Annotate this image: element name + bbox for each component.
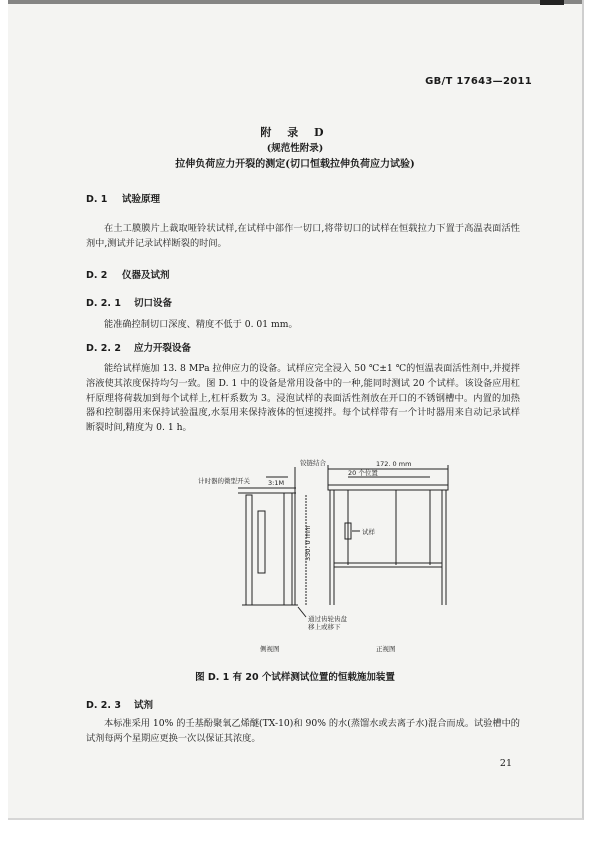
figure-caption: 图 D. 1 有 20 个试样测试位置的恒载施加装置 [195,672,395,683]
section-d1-heading [86,191,160,205]
label-ratio: 3:1M [268,479,285,487]
section-d1-body [86,222,520,252]
section-number: D. 2. 2 [86,343,121,354]
label-pulley-2: 移上或移下 [308,623,341,631]
section-d21-body [86,318,520,333]
document-page [8,0,584,820]
scan-corner-mark [540,0,564,5]
section-number: D. 2 [86,270,108,281]
label-pulley: 通过齿轮齿盘 [308,615,347,623]
section-d2-heading [86,267,170,281]
label-hinge: 铰链结合 [300,459,326,467]
section-d21-heading [86,295,172,309]
paragraph: 能给试样施加 13. 8 MPa 拉伸应力的设备。试样应完全浸入 50 ℃±1 ℃的恒温表面活性剂中,并搅拌溶液使其浓度保持均匀一致。图 D. 1 中的设备是常用设备中的一种,能同时测试 20 个试样。该设备应用杠杆原理将荷载加到每个试样上,杠杆系数为 3。浸泡试样的表面活性剂放在开口的不锈钢槽中。内置的加热器和控制器用来保持试验温度,水泵用来保持液体的恒速搅拌。每个试样带有一个计时器用来自动记录试样断裂时间,精度为 0. 1 h。 [86,363,520,434]
standard-number: GB/T 17643—2011 [425,76,532,87]
section-d22-heading [86,340,191,354]
label-width: 172. 0 mm [376,460,412,468]
section-title: 仪器及试剂 [122,270,170,281]
front-view-beam [328,485,448,490]
paragraph: 本标准采用 10% 的壬基酚聚氧乙烯醚(TX-10)和 90% 的水(蒸馏水或去离子水)混合而成。试验槽中的试剂每两个星期应更换一次以保证其浓度。 [86,718,520,744]
label-specimen: 试样 [362,528,375,536]
scan-top-edge [8,0,582,4]
label-positions: 20 个位置 [348,469,378,477]
section-number: D. 1 [86,194,108,205]
label-height: 330. 0 mm [304,525,312,561]
appendix-subtitle: 拉伸负荷应力开裂的测定(切口恒载拉伸负荷应力试验) [175,159,415,170]
apparatus-diagram [198,455,458,655]
section-number: D. 2. 3 [86,700,121,711]
appendix-normative-label: (规范性附录) [266,143,324,154]
side-view-post [246,495,252,605]
label-front-view: 正视图 [376,645,396,653]
section-d23-heading [86,697,153,711]
label-side-view: 侧视图 [260,645,280,653]
section-title: 应力开裂设备 [134,343,192,354]
paragraph: 能准确控制切口深度、精度不低于 0. 01 mm。 [104,319,298,330]
side-view-weight [258,511,265,573]
paragraph: 在土工膜膜片上裁取哑铃状试样,在试样中部作一切口,将带切口的试样在恒载拉力下置于高温表面活性剂中,测试并记录试样断裂的时间。 [86,223,520,249]
label-timer-switch: 计时器的微型开关 [198,477,250,485]
appendix-title: 附 录 D [260,126,330,139]
figure-d1 [198,455,458,655]
section-d22-body [86,362,520,436]
page-number: 21 [499,758,512,769]
section-title: 试剂 [134,700,154,711]
section-title: 切口设备 [134,298,173,309]
section-title: 试验原理 [122,194,161,205]
section-d23-body [86,717,520,747]
section-number: D. 2. 1 [86,298,121,309]
